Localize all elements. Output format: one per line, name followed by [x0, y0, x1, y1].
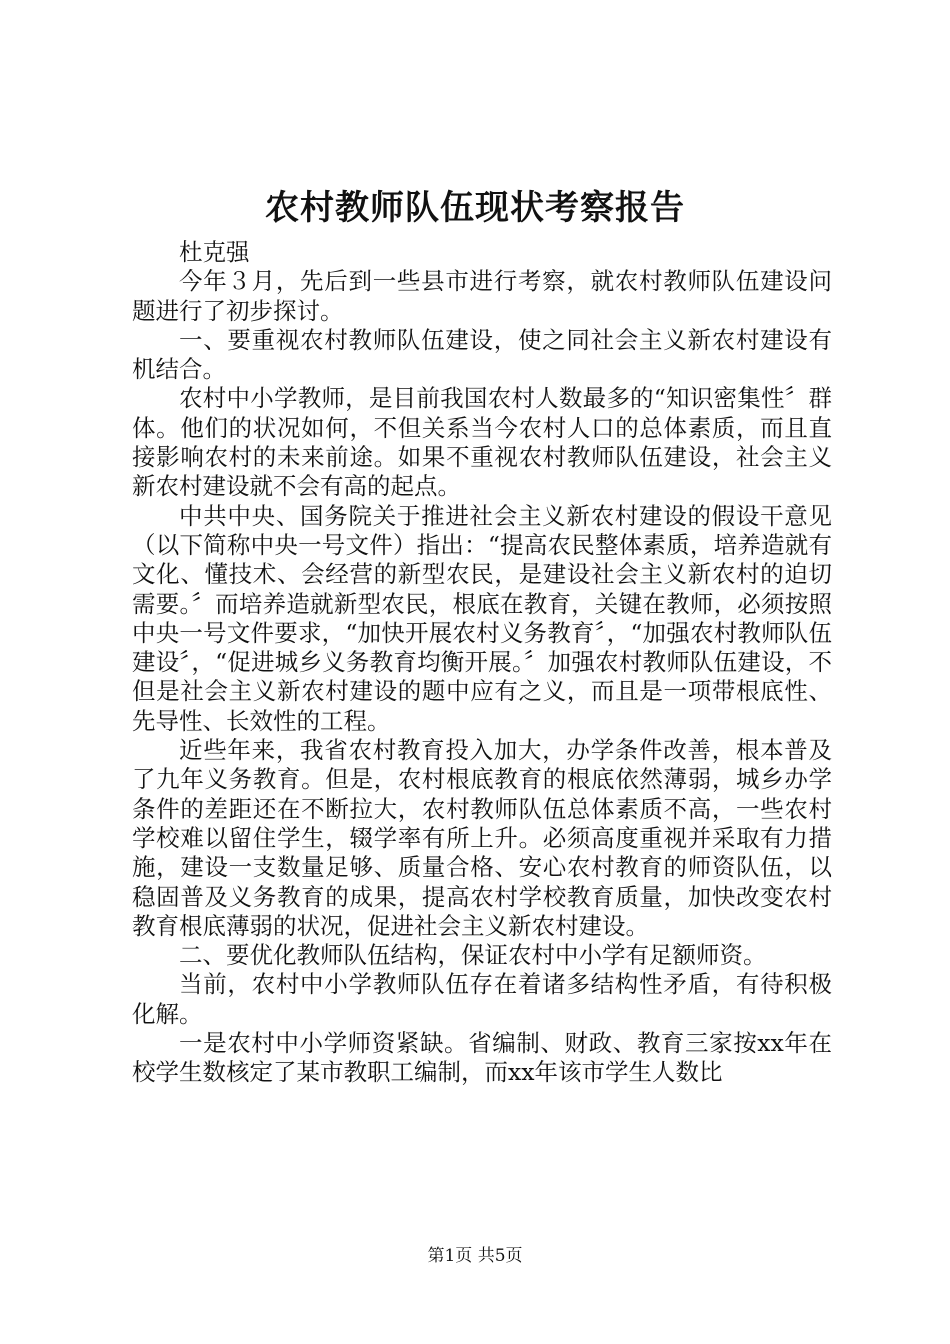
- paragraph: 中共中央、国务院关于推进社会主义新农村建设的假设干意见（以下简称中央一号文件）指出：“提高农民整体素质，培养造就有文化、懂技术、会经营的新型农民，是建设社会主义新农村的迫切需要。〞而培养造就新型农民，根底在教育，关键在教师，必须按照中央一号文件要求，“加快开展农村义务教育〞，“加强农村教师队伍建设〞，“促进城乡义务教育均衡开展。〞加强农村教师队伍建设，不但是社会主义新农村建设的题中应有之义，而且是一项带根底性、先导性、长效性的工程。: [132, 501, 832, 735]
- paragraph: 农村中小学教师，是目前我国农村人数最多的“知识密集性〞群体。他们的状况如何，不但关系当今农村人口的总体素质，而且直接影响农村的未来前途。如果不重视农村教师队伍建设，社会主义新农村建设就不会有高的起点。: [132, 384, 832, 501]
- paragraph: 一是农村中小学师资紧缺。省编制、财政、教育三家按xx年在校学生数核定了某市教职工编制，而xx年该市学生人数比: [132, 1029, 832, 1087]
- paragraph: 近些年来，我省农村教育投入加大，办学条件改善，根本普及了九年义务教育。但是，农村根底教育的根底依然薄弱，城乡办学条件的差距还在不断拉大，农村教师队伍总体素质不高，一些农村学校难以留住学生，辍学率有所上升。必须高度重视并采取有力措施，建设一支数量足够、质量合格、安心农村教育的师资队伍，以稳固普及义务教育的成果，提高农村学校教育质量，加快改变农村教育根底薄弱的状况，促进社会主义新农村建设。: [132, 736, 832, 940]
- section-heading: 一、要重视农村教师队伍建设，使之同社会主义新农村建设有机结合。: [132, 325, 832, 384]
- document-body: [132, 238, 832, 1088]
- paragraph: 当前，农村中小学教师队伍存在着诸多结构性矛盾，有待积极化解。: [132, 970, 832, 1028]
- paragraph: 今年３月，先后到一些县市进行考察，就农村教师队伍建设问题进行了初步探讨。: [132, 267, 832, 325]
- author-line: 杜克强: [179, 238, 250, 266]
- document-title: 农村教师队伍现状考察报告: [265, 188, 685, 228]
- page-footer: 第1页 共5页: [427, 1246, 523, 1266]
- section-heading: 二、要优化教师队伍结构，保证农村中小学有足额师资。: [179, 941, 767, 970]
